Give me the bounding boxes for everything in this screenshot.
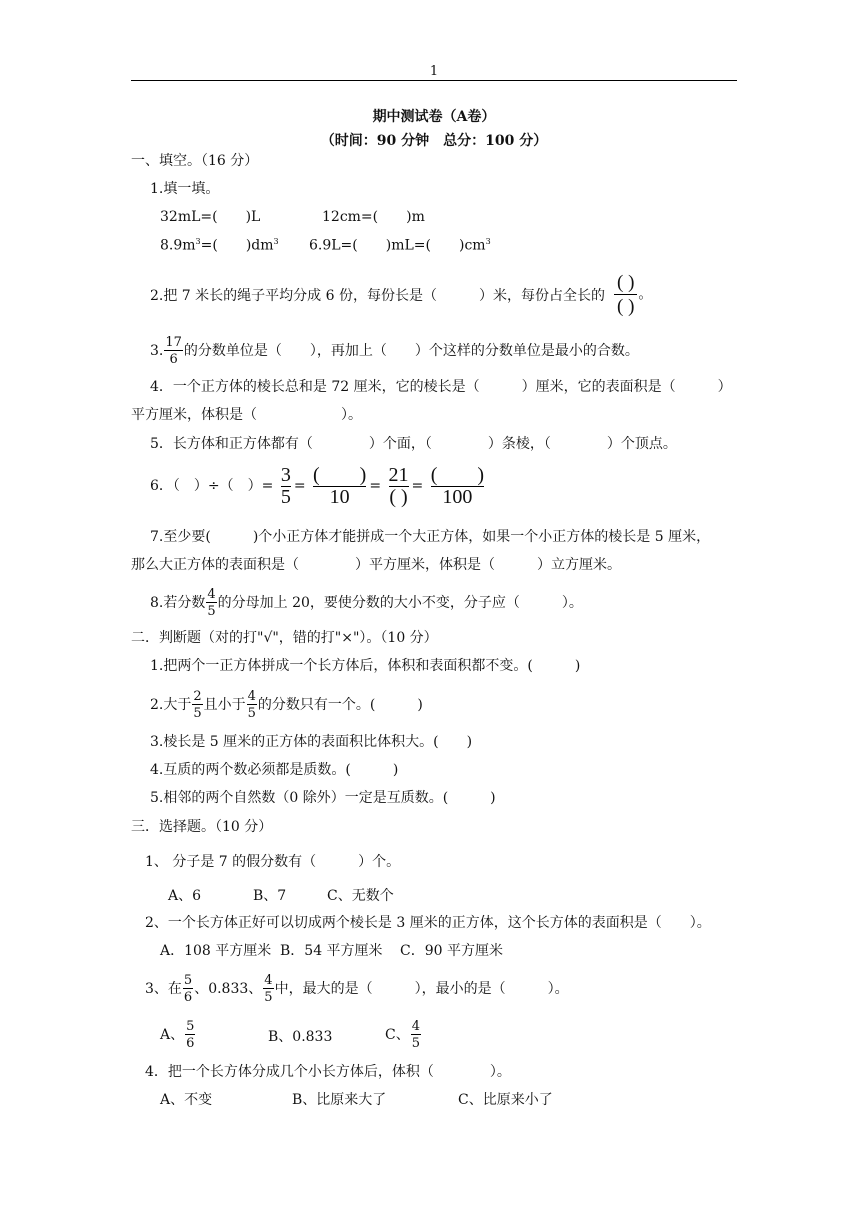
superscript: 3 <box>485 237 491 246</box>
s1-q1-label: 1.填一填。 <box>150 181 220 197</box>
s2-q3: 3.棱长是 5 厘米的正方体的表面积比体积大。( ) <box>150 734 473 750</box>
s3-q1-option-a: A、6 <box>168 888 202 904</box>
numerator: 4 <box>264 973 273 988</box>
denominator: ( ) <box>389 486 408 508</box>
fraction <box>313 465 366 507</box>
s3-q2-text: 2、一个长方体正好可以切成两个棱长是 3 厘米的正方体，这个长方体的表面积是（ ）。 <box>145 915 711 931</box>
s1-q3-text: 的分数单位是（ ），再加上（ ）个这样的分数单位是最小的合数。 <box>183 343 639 359</box>
denominator: 5 <box>280 486 291 508</box>
denominator: 5 <box>193 706 202 721</box>
numerator: ( ) <box>430 464 485 486</box>
denominator: 5 <box>411 1036 420 1051</box>
s1-q3-pre: 3. <box>150 343 164 359</box>
numerator: 3 <box>280 464 291 486</box>
numerator: 5 <box>186 1019 195 1034</box>
s1-q8-pre: 8.若分数 <box>150 595 206 611</box>
exam-title: 期中测试卷（A卷） <box>372 109 496 125</box>
s1-q1-c-part1: 8.9m <box>160 237 196 254</box>
s1-q7-line2: 那么大正方体的表面积是（ ）平方厘米，体积是（ ）立方厘米。 <box>131 557 621 573</box>
fraction <box>389 465 409 507</box>
s1-q2-fraction <box>613 273 652 316</box>
s1-q8 <box>150 588 583 618</box>
numerator: 4 <box>247 689 256 704</box>
s3-q2-option-a: A．108 平方厘米 <box>160 943 272 959</box>
fraction <box>183 974 193 1004</box>
fraction <box>206 588 216 618</box>
equals: = <box>369 478 382 494</box>
s1-q7-line1: 7.至少要( )个小正方体才能拼成一个大正方体，如果一个小正方体的棱长是 5 厘米， <box>150 529 711 545</box>
denominator: ( ) <box>617 296 635 317</box>
s2-q2-mid: 且小于 <box>203 697 246 713</box>
numerator: 21 <box>388 464 409 486</box>
s3-q1-option-c: C、无数个 <box>327 888 394 904</box>
s1-q1-b: 12cm=( )m <box>322 209 425 225</box>
numerator: 17 <box>165 335 182 350</box>
s1-q2-end: 。 <box>638 286 653 303</box>
numerator: ( ) <box>614 273 637 295</box>
superscript: 3 <box>273 237 279 246</box>
s2-q2-pre: 2.大于 <box>150 697 192 713</box>
s2-q1: 1.把两个一正方体拼成一个长方体后，体积和表面积都不变。( ) <box>150 658 581 674</box>
fraction <box>281 465 291 507</box>
fraction <box>247 690 257 720</box>
numerator: 4 <box>207 587 216 602</box>
fraction <box>614 273 637 316</box>
s3-q2-option-b: B．54 平方厘米 <box>280 943 383 959</box>
s3-q4-option-a: A、不变 <box>160 1092 213 1108</box>
denominator: 5 <box>247 706 256 721</box>
s2-q4: 4.互质的两个数必须都是质数。( ) <box>150 762 399 778</box>
fraction <box>263 974 273 1004</box>
s3-q3-pre: 3、在 <box>145 981 182 997</box>
s2-q5: 5.相邻的两个自然数（0 除外）一定是互质数。( ) <box>150 790 496 806</box>
section-2-heading: 二．判断题（对的打"√"，错的打"×"）。（10 分） <box>131 630 438 646</box>
section-1-heading: 一、填空。（16 分） <box>131 153 259 169</box>
s1-q6-pre: 6．（ ）÷（ ）= <box>150 478 274 494</box>
header-rule <box>131 80 737 81</box>
denominator: 5 <box>207 604 216 619</box>
fraction <box>164 336 183 366</box>
denominator: 10 <box>329 486 350 508</box>
s3-q1-option-b: B、7 <box>253 888 287 904</box>
s1-q8-text: 的分母加上 20，要使分数的大小不变，分子应（ ）。 <box>217 595 583 611</box>
s2-q2-text: 的分数只有一个。( ) <box>257 697 423 713</box>
numerator: ( ) <box>313 464 367 486</box>
numerator: 5 <box>183 973 193 988</box>
option-label: A、 <box>160 1027 185 1043</box>
s3-q4-option-c: C、比原来小了 <box>458 1092 553 1108</box>
denominator: 100 <box>442 486 473 508</box>
s1-q2-text: 2.把 7 米长的绳子平均分成 6 份，每份长是（ ）米，每份占全长的 <box>150 288 605 304</box>
option-label: C、 <box>385 1027 410 1043</box>
fraction <box>192 690 202 720</box>
s1-q4-line2: 平方厘米，体积是（ ）。 <box>131 407 362 423</box>
fraction <box>431 465 484 507</box>
s1-q5: 5．长方体和正方体都有（ ）个面，（ ）条棱，（ ）个顶点。 <box>150 436 677 452</box>
s3-q3-rest: 中，最大的是（ ），最小的是（ ）。 <box>274 981 569 997</box>
s1-q1-c <box>160 238 279 253</box>
s3-q2-option-c: C．90 平方厘米 <box>400 943 503 959</box>
s3-q3-text <box>145 974 569 1004</box>
s2-q2 <box>150 690 423 720</box>
s1-q6 <box>150 465 487 507</box>
section-3-heading: 三．选择题。（10 分） <box>131 819 273 835</box>
s1-q1-d-part1: 6.9L=( )mL=( )cm <box>309 237 486 254</box>
s3-q4-option-b: B、比原来大了 <box>292 1092 387 1108</box>
denominator: 6 <box>186 1036 195 1051</box>
s3-q3-mid: 、0.833、 <box>194 981 263 997</box>
s3-q3-option-a <box>160 1020 196 1050</box>
s1-q3 <box>150 336 639 366</box>
fraction <box>185 1020 195 1050</box>
numerator: 4 <box>411 1019 420 1034</box>
page-number: 1 <box>429 64 439 79</box>
s3-q4-text: 4．把一个长方体分成几个小长方体后，体积（ ）。 <box>145 1064 511 1080</box>
exam-subtitle: （时间：90 分钟 总分：100 分） <box>320 133 548 149</box>
s3-q3-option-b: B、0.833 <box>268 1029 333 1045</box>
s3-q1-text: 1、 分子是 7 的假分数有（ ）个。 <box>145 854 401 870</box>
superscript: 3 <box>195 237 201 246</box>
s3-q3-option-c <box>385 1020 422 1050</box>
s1-q4-line1: 4．一个正方体的棱长总和是 72 厘米，它的棱长是（ ）厘米，它的表面积是（ ） <box>150 379 732 395</box>
equals: = <box>293 478 306 494</box>
numerator: 2 <box>193 689 202 704</box>
s1-q1-d <box>309 238 491 253</box>
s1-q1-a: 32mL=( )L <box>160 209 261 225</box>
equals: = <box>411 478 424 494</box>
denominator: 5 <box>264 990 273 1005</box>
s1-q1-c-part2: =( )dm <box>200 237 274 254</box>
denominator: 6 <box>183 990 193 1005</box>
fraction <box>411 1020 421 1050</box>
denominator: 6 <box>169 352 178 367</box>
